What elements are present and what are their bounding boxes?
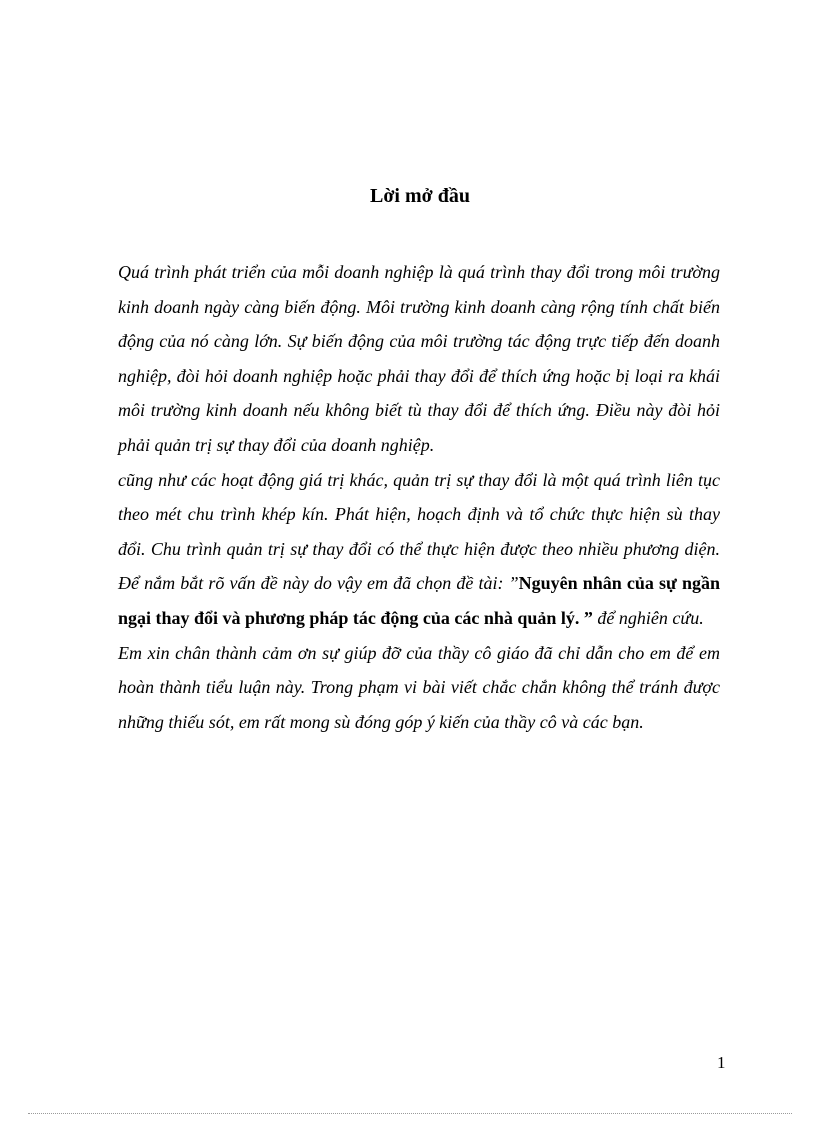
paragraph-thanks: Em xin chân thành cảm ơn sự giúp đỡ của thầy cô giáo đã chỉ dẫn cho em để em hoàn thành tiểu luận này. Trong phạm vi bài viết chắc chắn không thể tránh được những thiếu sót, em rất mong sù đóng góp ý kiến của thầy cô và các bạn. <box>118 642 720 732</box>
footer-divider <box>28 1113 792 1114</box>
paragraph-topic-intro: cũng như các hoạt động giá trị khác, quản trị sự thay đổi là một quá trình liên tục theo mét chu trình khép kín. Phát hiện, hoạch định và tổ chức thực hiện sù thay đổi. Chu trình quản trị sự thay đổi có thể thực hiện được theo nhiều phương diện. Để nắm bắt rõ vấn đề này do vậy em đã chọn đề tài: ” <box>118 469 720 594</box>
page-number: 1 <box>717 1053 726 1072</box>
topic-title: Nguyên nhân của sự ngần ngại thay đổi và phương pháp tác động của các nhà quản lý. ” <box>118 573 721 628</box>
paragraph-intro: Quá trình phát triển của mỗi doanh nghiệp là quá trình thay đổi trong môi trường kinh doanh ngày càng biến động. Môi trường kinh doanh càng rộng tính chất biến động của nó càng lớn. Sự biến động của môi trường tác động trực tiếp đến doanh nghiệp, đòi hỏi doanh nghiệp hoặc phải thay đổi để thích ứng hoặc bị loại ra khái môi trường kinh doanh nếu không biết tù thay đổi để thích ứng. Điều này đòi hỏi phải quản trị sự thay đổi của doanh nghiệp. <box>118 262 720 455</box>
paragraph-topic-end: để nghiên cứu. <box>592 607 704 628</box>
body-text <box>118 255 720 739</box>
page-title: Lời mở đầu <box>370 185 470 207</box>
paragraph-topic <box>118 463 720 636</box>
